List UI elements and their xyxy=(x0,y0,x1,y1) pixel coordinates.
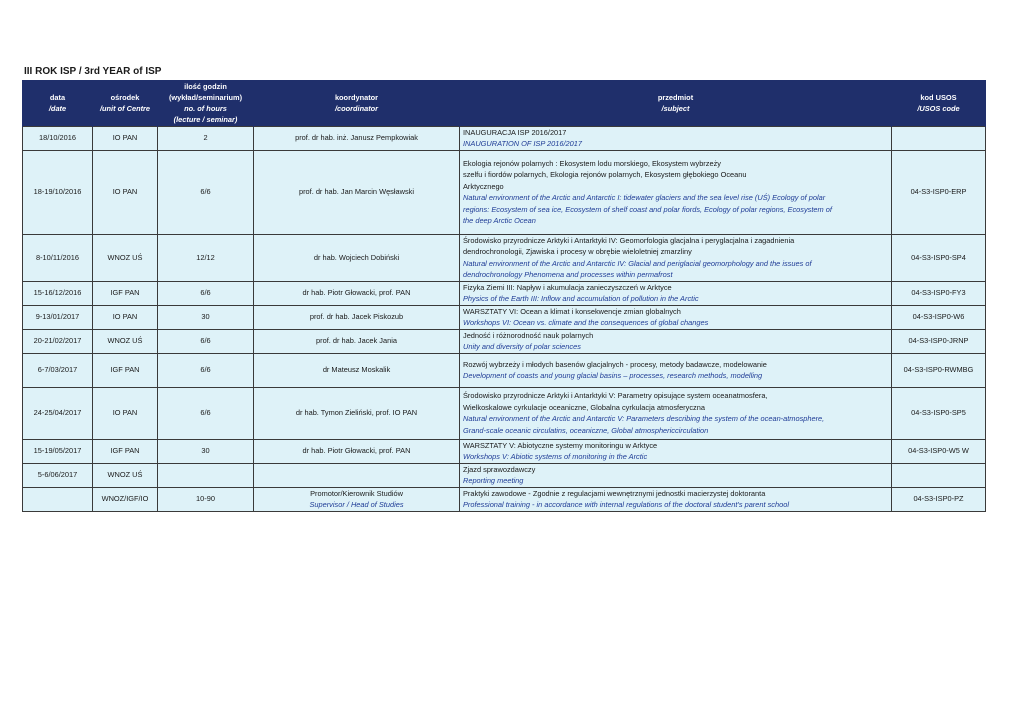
cell-coordinator xyxy=(254,234,460,281)
cell-line: INAUGURATION OF ISP 2016/2017 xyxy=(463,139,582,148)
cell-line: Środowisko przyrodnicze Arktyki i Antarktyki V: Parametry opisujące system oceanatmosfera, xyxy=(463,391,768,400)
cell-unit: WNOZ UŚ xyxy=(93,463,158,487)
cell-coordinator xyxy=(254,329,460,353)
table-row xyxy=(23,487,986,511)
cell-line: Supervisor / Head of Studies xyxy=(309,500,404,509)
cell-subject xyxy=(460,150,892,234)
cell-date: 9-13/01/2017 xyxy=(23,305,93,329)
cell-hours: 30 xyxy=(158,439,254,463)
cell-subject xyxy=(460,234,892,281)
cell-unit: WNOZ UŚ xyxy=(93,234,158,281)
cell-line: Natural environment of the Arctic and Antarctic IV: Glacial and periglacial geomorphology and the issues of xyxy=(463,258,812,268)
cell-coordinator xyxy=(254,126,460,150)
header-coordinator: koordynator /coordinator xyxy=(254,80,460,126)
table-row xyxy=(23,234,986,281)
cell-date: 6-7/03/2017 xyxy=(23,353,93,387)
cell-hours: 6/6 xyxy=(158,281,254,305)
cell-line: prof. dr hab. Jacek Jania xyxy=(316,336,397,346)
cell-line: Workshops V: Abiotic systems of monitoring in the Arctic xyxy=(463,452,648,461)
cell-line: Grand-scale oceanic circulatins, oceaniczne, Global atmosphericcirculation xyxy=(463,425,709,435)
table-row xyxy=(23,126,986,150)
table-row xyxy=(23,463,986,487)
cell-line: dendrochronology Phenomena and processes within permafrost xyxy=(463,270,673,279)
cell-line: Physics of the Earth III: Inflow and accumulation of pollution in the Arctic xyxy=(463,294,699,303)
cell-code: 04-S3-ISP0-ERP xyxy=(892,150,986,234)
cell-date: 20-21/02/2017 xyxy=(23,329,93,353)
cell-coordinator xyxy=(254,150,460,234)
cell-unit: WNOZ UŚ xyxy=(93,329,158,353)
table-row xyxy=(23,150,986,234)
cell-subject xyxy=(460,329,892,353)
cell-coordinator xyxy=(254,487,460,511)
schedule-table xyxy=(22,80,986,512)
cell-line: Promotor/Kierownik Studiów xyxy=(310,488,403,498)
cell-code: 04-S3-ISP0-RWMBG xyxy=(892,353,986,387)
cell-line: dr hab. Piotr Głowacki, prof. PAN xyxy=(302,446,411,456)
cell-coordinator xyxy=(254,281,460,305)
cell-subject xyxy=(460,281,892,305)
cell-subject xyxy=(460,487,892,511)
cell-date xyxy=(23,487,93,511)
cell-hours: 30 xyxy=(158,305,254,329)
cell-code: 04-S3-ISP0-W6 xyxy=(892,305,986,329)
table-row xyxy=(23,439,986,463)
cell-unit: IGF PAN xyxy=(93,281,158,305)
header-unit: ośrodek /unit of Centre xyxy=(93,80,158,126)
cell-unit: IO PAN xyxy=(93,305,158,329)
cell-date: 15-19/05/2017 xyxy=(23,439,93,463)
page-title: III ROK ISP / 3rd YEAR of ISP xyxy=(24,66,162,77)
cell-date: 8-10/11/2016 xyxy=(23,234,93,281)
schedule-body xyxy=(23,126,986,511)
cell-code: 04-S3-ISP0-PZ xyxy=(892,487,986,511)
cell-code xyxy=(892,126,986,150)
header-code: kod USOS /USOS code xyxy=(892,80,986,126)
table-row xyxy=(23,387,986,439)
cell-hours: 6/6 xyxy=(158,387,254,439)
cell-line: dr hab. Tymon Zieliński, prof. IO PAN xyxy=(295,408,418,418)
cell-line: prof. dr hab. inż. Janusz Pempkowiak xyxy=(295,133,418,143)
cell-code: 04-S3-ISP0-SP4 xyxy=(892,234,986,281)
cell-line: regions: Ecosystem of sea ice, Ecosystem of shelf coast and polar fiords, Ecology of polar regions, Ecosystem of xyxy=(463,204,832,214)
table-row xyxy=(23,305,986,329)
header-hours: ilość godzin (wykład/seminarium) no. of hours (lecture / seminar) xyxy=(158,80,254,126)
cell-hours: 6/6 xyxy=(158,353,254,387)
cell-line: Natural environment of the Arctic and Antarctic V: Parameters describing the system of the ocean-atmosphere, xyxy=(463,414,825,423)
cell-line: Natural environment of the Arctic and Antarctic I: tidewater glaciers and the sea level rise (UŚ) Ecology of polar xyxy=(463,193,826,202)
header-date: data /date xyxy=(23,80,93,126)
cell-line: dendrochronologii, Zjawiska i procesy w obrębie wieloletniej zmarzliny xyxy=(463,247,692,256)
cell-unit: WNOZ/IGF/IO xyxy=(93,487,158,511)
cell-subject xyxy=(460,463,892,487)
cell-hours xyxy=(158,463,254,487)
cell-coordinator xyxy=(254,305,460,329)
cell-hours: 2 xyxy=(158,126,254,150)
cell-hours: 6/6 xyxy=(158,150,254,234)
cell-line: Development of coasts and young glacial basins – processes, research methods, modelling xyxy=(463,371,763,380)
cell-line: Professional training - in accordance with internal regulations of the doctoral student's parent school xyxy=(463,500,789,509)
header-subject: przedmiot /subject xyxy=(460,80,892,126)
cell-subject xyxy=(460,126,892,150)
cell-coordinator xyxy=(254,387,460,439)
cell-line: WARSZTATY V: Abiotyczne systemy monitoringu w Arktyce xyxy=(463,440,658,450)
cell-line: WARSZTATY VI: Ocean a klimat i konsekwencje zmian globalnych xyxy=(463,306,681,316)
cell-code: 04-S3-ISP0-W5 W xyxy=(892,439,986,463)
table-row xyxy=(23,353,986,387)
cell-line: the deep Arctic Ocean xyxy=(463,216,536,225)
cell-date: 18/10/2016 xyxy=(23,126,93,150)
cell-line: Rozwój wybrzeży i młodych basenów glacjalnych - procesy, metody badawcze, modelowanie xyxy=(463,359,767,369)
cell-hours: 10-90 xyxy=(158,487,254,511)
cell-date: 24-25/04/2017 xyxy=(23,387,93,439)
cell-line: Zjazd sprawozdawczy xyxy=(463,464,536,474)
cell-line: Reporting meeting xyxy=(463,476,524,485)
cell-unit: IO PAN xyxy=(93,126,158,150)
cell-line: Jedność i różnorodność nauk polarnych xyxy=(463,330,594,340)
cell-line: INAUGURACJA ISP 2016/2017 xyxy=(463,127,567,137)
cell-code xyxy=(892,463,986,487)
cell-line: Praktyki zawodowe - Zgodnie z regulacjami wewnętrznymi jednostki macierzystej doktoranta xyxy=(463,488,766,498)
cell-line: prof. dr hab. Jan Marcin Węsławski xyxy=(298,187,414,197)
cell-line: Workshops VI: Ocean vs. climate and the consequences of global changes xyxy=(463,318,709,327)
cell-hours: 12/12 xyxy=(158,234,254,281)
cell-subject xyxy=(460,439,892,463)
cell-line: szelfu i fiordów polarnych, Ekologia rejonów polarnych, Ekosystem głębokiego Oceanu xyxy=(463,170,747,179)
cell-code: 04-S3-ISP0-SP5 xyxy=(892,387,986,439)
cell-unit: IO PAN xyxy=(93,387,158,439)
table-row xyxy=(23,329,986,353)
cell-subject xyxy=(460,353,892,387)
cell-line: Ekologia rejonów polarnych : Ekosystem lodu morskiego, Ekosystem wybrzeży xyxy=(463,158,721,168)
cell-date: 15-16/12/2016 xyxy=(23,281,93,305)
cell-date: 5-6/06/2017 xyxy=(23,463,93,487)
cell-subject xyxy=(460,305,892,329)
cell-hours: 6/6 xyxy=(158,329,254,353)
cell-code: 04-S3-ISP0-FY3 xyxy=(892,281,986,305)
cell-line: Wielkoskalowe cyrkulacje oceaniczne, Globalna cyrkulacja atmosferyczna xyxy=(463,402,705,412)
cell-line: prof. dr hab. Jacek Piskozub xyxy=(309,312,404,322)
cell-line: dr Mateusz Moskalik xyxy=(322,365,391,375)
cell-coordinator xyxy=(254,439,460,463)
cell-unit: IGF PAN xyxy=(93,439,158,463)
cell-line: dr hab. Piotr Głowacki, prof. PAN xyxy=(302,288,411,298)
cell-subject xyxy=(460,387,892,439)
cell-coordinator xyxy=(254,463,460,487)
cell-line: dr hab. Wojciech Dobiński xyxy=(313,252,400,262)
cell-line: Arktycznego xyxy=(463,181,504,191)
cell-line: Unity and diversity of polar sciences xyxy=(463,342,581,351)
table-row xyxy=(23,281,986,305)
cell-code: 04-S3-ISP0-JRNP xyxy=(892,329,986,353)
cell-line: Środowisko przyrodnicze Arktyki i Antarktyki IV: Geomorfologia glacjalna i peryglacjalna i zagadnienia xyxy=(463,235,795,245)
cell-date: 18-19/10/2016 xyxy=(23,150,93,234)
cell-unit: IO PAN xyxy=(93,150,158,234)
cell-coordinator xyxy=(254,353,460,387)
cell-unit: IGF PAN xyxy=(93,353,158,387)
cell-line: Fizyka Ziemi III: Napływ i akumulacja zanieczyszczeń w Arktyce xyxy=(463,282,672,292)
